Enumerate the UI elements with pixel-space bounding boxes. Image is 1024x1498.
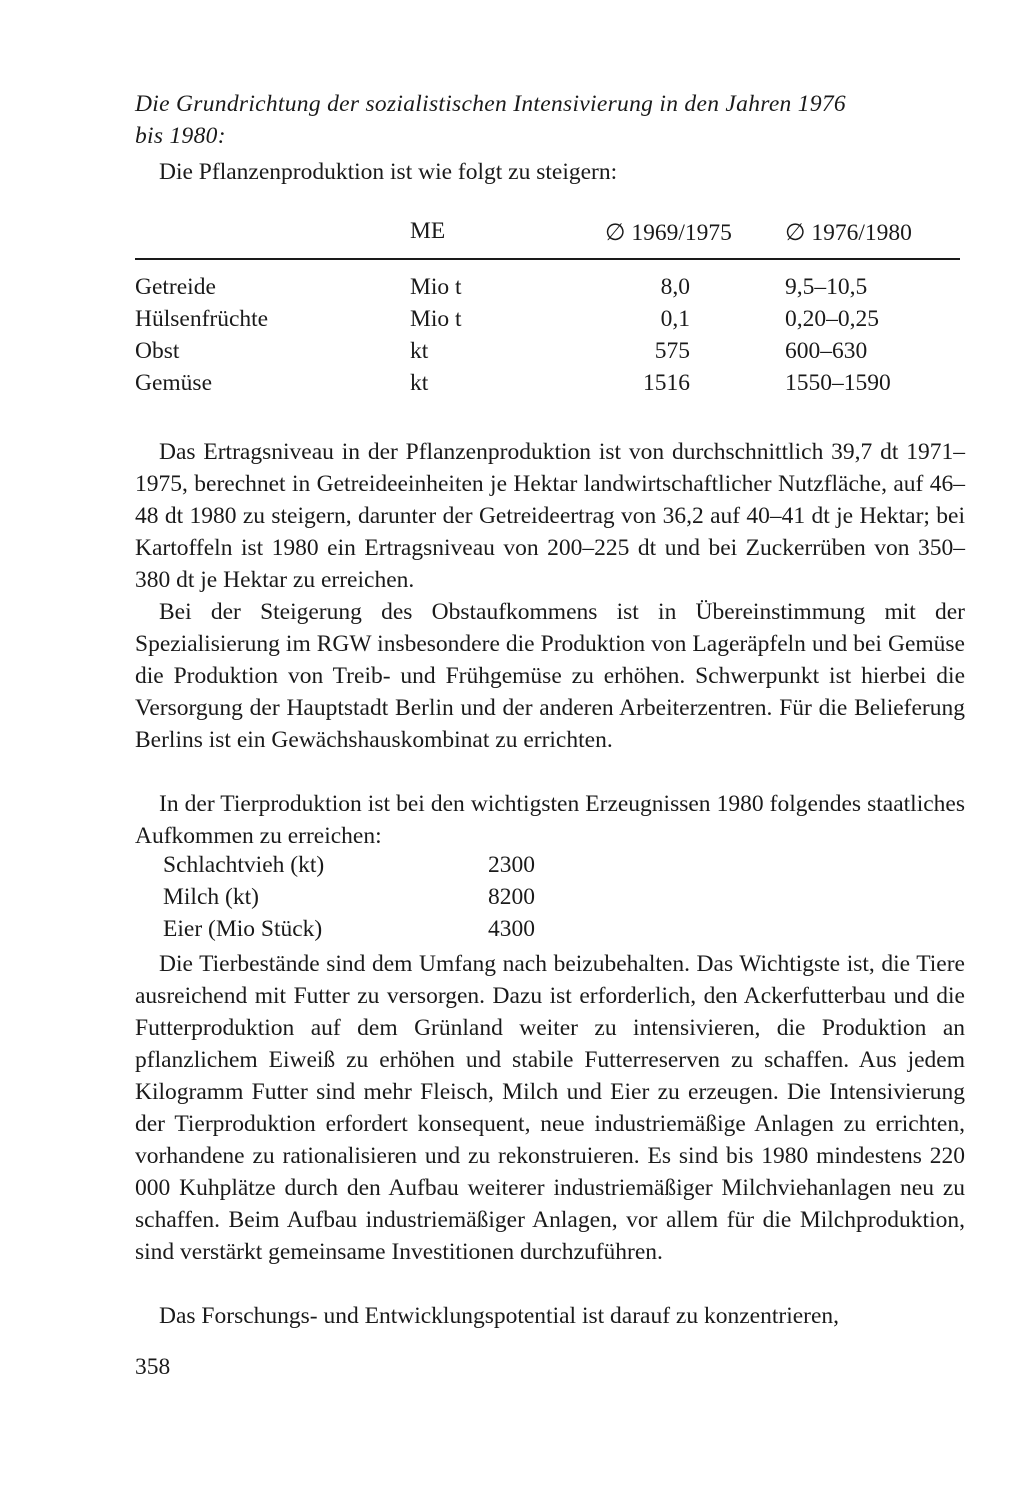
paragraph-animal-production: In der Tierproduktion ist bei den wichtigsten Erzeugnissen 1980 folgendes staatliches Aufkommen zu erreichen: bbox=[135, 791, 965, 849]
row-unit: Mio t bbox=[410, 274, 462, 300]
header-period-1: ∅ 1969/1975 bbox=[605, 220, 732, 246]
livestock-table bbox=[163, 852, 563, 948]
row-name: Gemüse bbox=[135, 370, 213, 396]
paragraph-yield-level: Das Ertragsniveau in der Pflanzenproduktion ist von durchschnittlich 39,7 dt 1971–1975, berechnet in Getreideeinheiten je Hektar landwirtschaftlicher Nutzfläche, auf 46–48 dt 1980 zu steigern, darunter der Getreideertrag von 36,2 auf 40–41 dt je Hektar; bei Kartoffeln ist 1980 ein Ertragsniveau von 200–225 dt und bei Zuckerrüben von 350–380 dt je Hektar zu erreichen. bbox=[135, 439, 965, 593]
row-period-2: 600–630 bbox=[785, 338, 868, 364]
table-row bbox=[135, 338, 960, 370]
header-unit: ME bbox=[410, 218, 446, 244]
livestock-name: Eier (Mio Stück) bbox=[163, 916, 323, 942]
table-header-row bbox=[135, 212, 960, 260]
row-unit: kt bbox=[410, 338, 429, 364]
table-row bbox=[135, 274, 960, 306]
row-name: Getreide bbox=[135, 274, 216, 300]
row-period-1: 8,0 bbox=[660, 274, 690, 300]
livestock-name: Schlachtvieh (kt) bbox=[163, 852, 325, 878]
paragraph-livestock-feed: Die Tierbestände sind dem Umfang nach beizubehalten. Das Wichtigste ist, die Tiere ausreichend mit Futter zu versorgen. Dazu ist erforderlich, den Ackerfutterbau und die Futterproduktion auf dem Grünland weiter zu intensivieren, die Produktion an pflanzlichem Eiweiß zu erhöhen und stabile Futterreserven zu schaffen. Aus jedem Kilogramm Futter sind mehr Fleisch, Milch und Eier zu erzeugen. Die Intensivierung der Tierproduktion erfordert konsequent, neue industriemäßige Anlagen zu errichten, vorhandene zu rationalisieren und zu rekonstruieren. Es sind bis 1980 mindestens 220 000 Kuhplätze durch den Aufbau weiterer industriemäßiger Milchviehanlagen neu zu schaffen. Beim Aufbau industriemäßiger Anlagen, vor allem für die Milchproduktion, sind verstärkt gemeinsame Investitionen durchzuführen. bbox=[135, 951, 965, 1265]
row-period-2: 1550–1590 bbox=[785, 370, 891, 396]
row-unit: kt bbox=[410, 370, 429, 396]
row-period-1: 575 bbox=[654, 338, 690, 364]
row-name: Hülsenfrüchte bbox=[135, 306, 269, 332]
row-name: Obst bbox=[135, 338, 180, 364]
livestock-value: 4300 bbox=[488, 916, 535, 942]
list-item bbox=[163, 916, 563, 948]
livestock-value: 8200 bbox=[488, 884, 535, 910]
section-heading bbox=[135, 88, 965, 152]
row-period-1: 1516 bbox=[643, 370, 690, 396]
table-body bbox=[135, 274, 960, 402]
paragraph-research: Das Forschungs- und Entwicklungspotential ist darauf zu konzentrieren, bbox=[159, 1303, 840, 1329]
header-period-2: ∅ 1976/1980 bbox=[785, 220, 912, 246]
row-period-1: 0,1 bbox=[660, 306, 690, 332]
livestock-value: 2300 bbox=[488, 852, 535, 878]
table-row bbox=[135, 370, 960, 402]
paragraph-fruit-vegetables: Bei der Steigerung des Obstaufkommens ist in Übereinstimmung mit der Spezialisierung im RGW insbesondere die Produktion von Lageräpfeln und bei Gemüse die Produktion von Treib- und Frühgemüse zu erhöhen. Schwerpunkt ist hierbei die Versorgung der Hauptstadt Berlin und der anderen Arbeiterzentren. Für die Belieferung Berlins ist ein Gewächshauskombinat zu errichten. bbox=[135, 599, 965, 753]
row-unit: Mio t bbox=[410, 306, 462, 332]
list-item bbox=[163, 852, 563, 884]
row-period-2: 0,20–0,25 bbox=[785, 306, 879, 332]
heading-line-2: bis 1980: bbox=[135, 123, 226, 149]
heading-line-1: Die Grundrichtung der sozialistischen Intensivierung in den Jahren 1976 bbox=[135, 91, 846, 117]
livestock-name: Milch (kt) bbox=[163, 884, 259, 910]
list-item bbox=[163, 884, 563, 916]
row-period-2: 9,5–10,5 bbox=[785, 274, 868, 300]
page-number: 358 bbox=[135, 1354, 171, 1380]
table-row bbox=[135, 306, 960, 338]
intro-text: Die Pflanzenproduktion ist wie folgt zu steigern: bbox=[159, 159, 618, 185]
plant-production-table bbox=[135, 212, 960, 402]
